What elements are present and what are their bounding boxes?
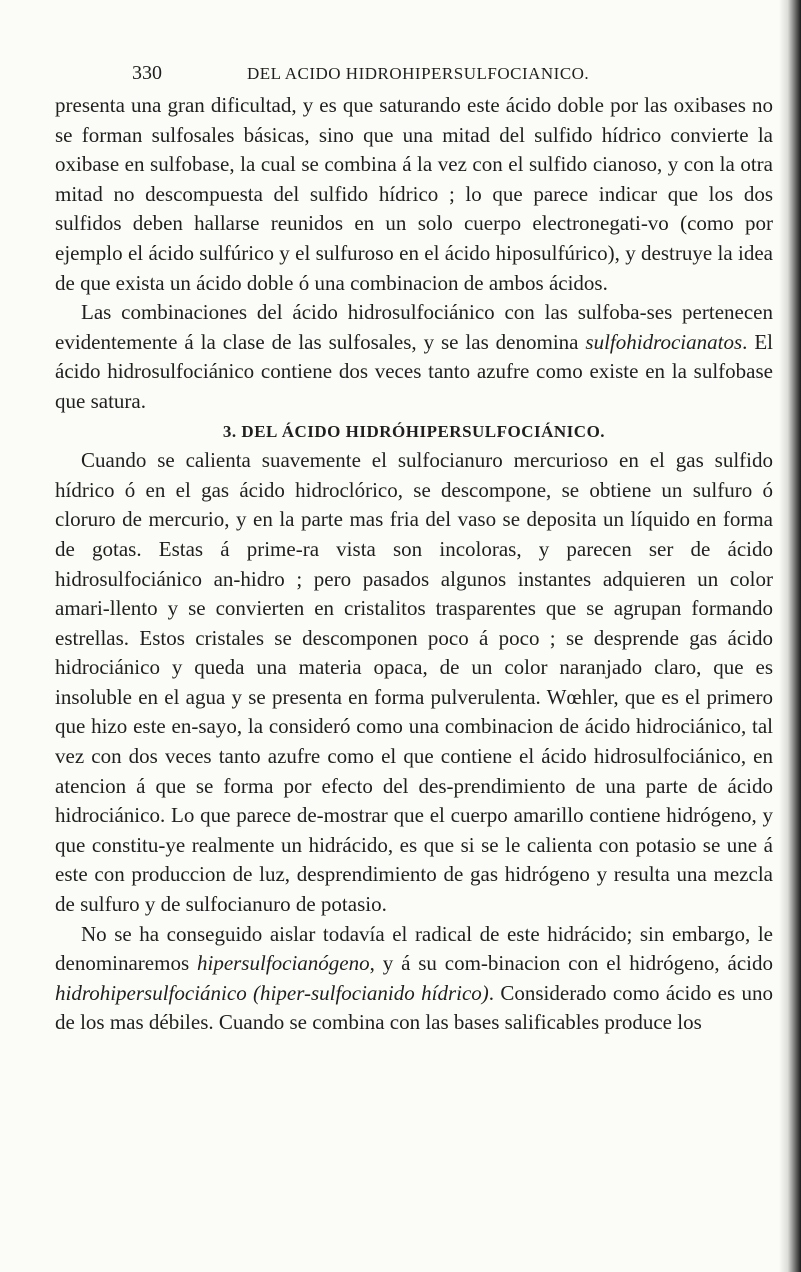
page-number: 330 bbox=[132, 62, 162, 84]
paragraph-1: presenta una gran dificultad, y es que saturando este ácido doble por las oxibases no se forman sulfosales básicas, sino que una mitad del sulfido hídrico convierte la oxibase en sulfobase, la cual se combina á la vez con el sulfido cianoso, y con la otra mitad no descompuesta del sulfido hídrico ; lo que parece indicar que los dos sulfidos deben hallarse reunidos en un solo cuerpo electronegati-vo (como por ejemplo el ácido sulfúrico y el sulfuroso en el ácido hiposulfúrico), y destruye la idea de que exista un ácido doble ó una combinacion de ambos ácidos. bbox=[55, 93, 773, 295]
paragraph-4-text-b: , y á su com-binacion con el hidrógeno, ácido bbox=[369, 951, 773, 976]
paragraph-2-text-b: . El ácido hidrosulfociánico contiene dos veces tanto azufre como existe en la sulfobase que satura. bbox=[55, 329, 773, 413]
book-spine-shadow bbox=[779, 0, 801, 1272]
running-title: DEL ACIDO HIDROHIPERSULFOCIANICO. bbox=[247, 64, 590, 83]
page-header bbox=[132, 62, 772, 90]
paragraph-2-italic-term: sulfohidrocianatos bbox=[585, 329, 743, 354]
paragraph-4-text-c: . Considerado como ácido es uno de los mas débiles. Cuando se combina con las bases salificables produce los bbox=[55, 980, 773, 1035]
paragraph-4-italic-term-2: hidrohipersulfociánico (hiper-sulfocianido hídrico) bbox=[55, 980, 489, 1005]
paragraph-2-text-a: Las combinaciones del ácido hidrosulfociánico con las sulfoba-ses pertenecen evidentemente á la clase de las sulfosales, y se las denomina bbox=[55, 300, 773, 354]
paragraph-4-italic-term-1: hipersulfocianógeno bbox=[196, 951, 370, 976]
paragraph-4 bbox=[55, 920, 773, 1038]
body-text bbox=[55, 91, 773, 1038]
section-heading: 3. DEL ÁCIDO HIDRÓHIPERSULFOCIÁNICO. bbox=[222, 421, 606, 441]
paragraph-3: Cuando se calienta suavemente el sulfocianuro mercurioso en el gas sulfido hídrico ó en el gas ácido hidroclórico, se descompone, se obtiene un sulfuro ó cloruro de mercurio, y en la parte mas fria del vaso se deposita un líquido en forma de gotas. Estas á prime-ra vista son incoloras, y parecen ser de ácido hidrosulfociánico an-hidro ; pero pasados algunos instantes adquieren un color amari-llento y se convierten en cristalitos trasparentes que se agrupan formando estrellas. Estos cristales se descomponen poco á poco ; se desprende gas ácido hidrociánico y queda una materia opaca, de un color naranjado claro, que es insoluble en el agua y se presenta en forma pulverulenta. Wœhler, que es el primero que hizo este en-sayo, la consideró como una combinacion de ácido hidrociánico, tal vez con dos veces tanto azufre como el que contiene el ácido hidrosulfociánico, en atencion á que se forma por efecto del des-prendimiento de una parte de ácido hidrociánico. Lo que parece de-mostrar que el cuerpo amarillo contiene hidrógeno, y que constitu-ye realmente un hidrácido, es que si se le calienta con potasio se une á este con produccion de luz, desprendimiento de gas hidrógeno y resulta una mezcla de sulfuro y de sulfocianuro de potasio. bbox=[55, 448, 773, 917]
paragraph-4-text-a: No se ha conseguido aislar todavía el radical de este hidrácido; sin embargo, le denominaremos bbox=[55, 921, 773, 976]
paragraph-2 bbox=[55, 298, 773, 416]
